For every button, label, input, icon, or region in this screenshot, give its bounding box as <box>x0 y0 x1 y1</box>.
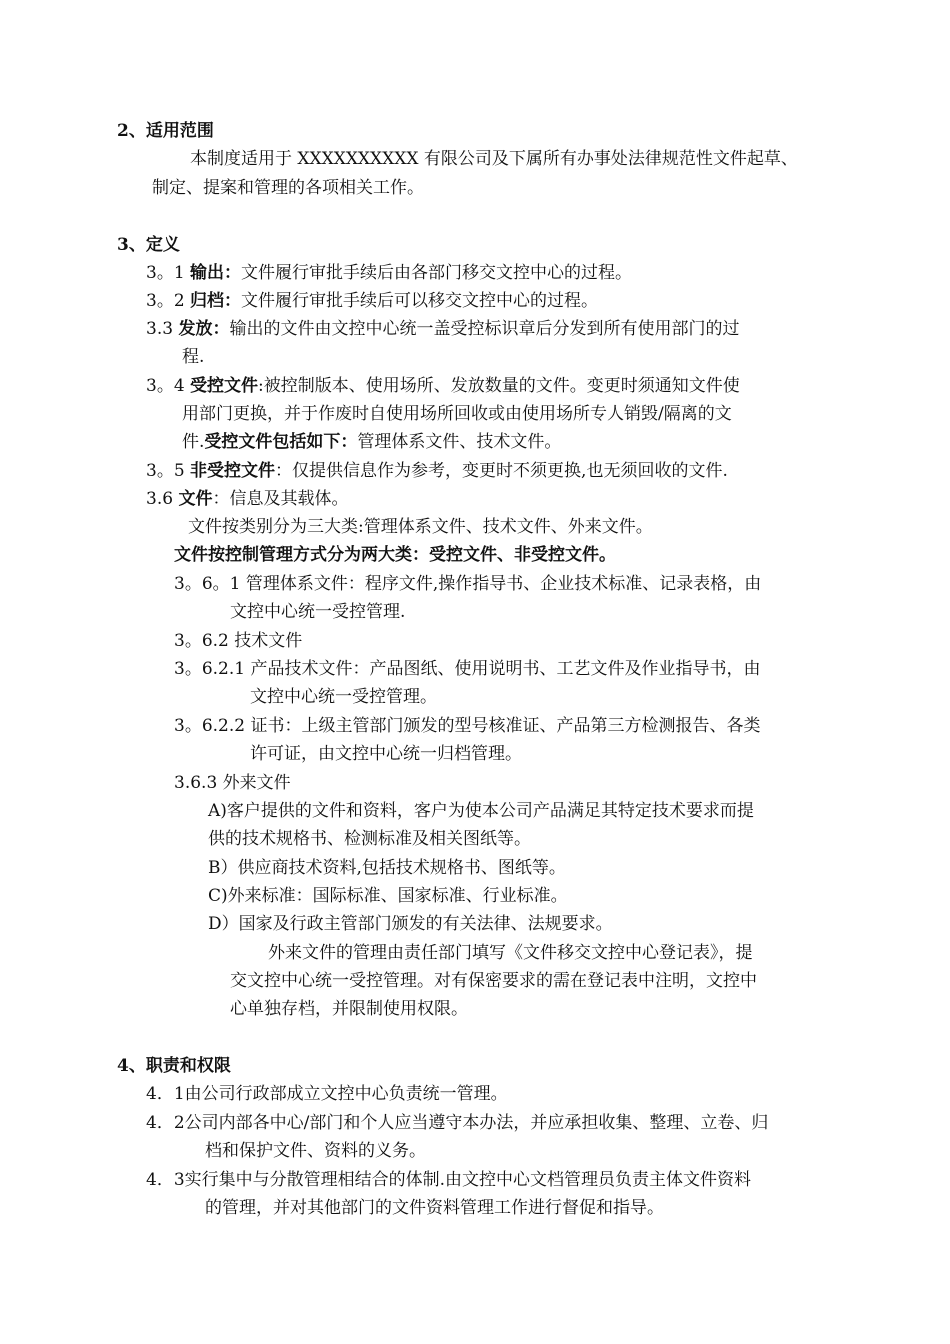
definition-number: 3。5 <box>146 461 191 481</box>
definition-term: 非受控文件 <box>190 461 276 481</box>
definition-term: 文件 <box>178 489 213 509</box>
external-management-line3: 心单独存档，并限制使用权限。 <box>230 999 468 1019</box>
responsibility-4-3-line1: 4．3实行集中与分散管理相结合的体制.由文控中心文档管理员负责主体文件资料 <box>146 1170 752 1190</box>
external-item-b: B）供应商技术资料,包括技术规格书、图纸等。 <box>208 858 566 878</box>
responsibility-4-3-line2: 的管理，并对其他部门的文件资料管理工作进行督促和指导。 <box>205 1198 664 1218</box>
definition-number: 3.6 <box>146 489 179 509</box>
definition-text: 管理体系文件、技术文件。 <box>357 432 562 452</box>
definition-term: 归档： <box>190 291 242 311</box>
external-item-d: D）国家及行政主管部门颁发的有关法律、法规要求。 <box>208 914 613 934</box>
definition-controlled-continued-1: 用部门更换，并于作废时自使用场所回收或由使用场所专人销毁/隔离的文 <box>182 404 732 424</box>
definition-distribution <box>146 318 739 340</box>
definition-number: 3。2 <box>146 291 191 311</box>
responsibility-4-1: 4．1由公司行政部成立文控中心负责统一管理。 <box>146 1084 508 1104</box>
item-3-6-1-line2: 文控中心统一受控管理. <box>230 602 406 622</box>
definition-number: 3。1 <box>146 263 191 283</box>
definition-term: 输出： <box>190 263 242 283</box>
definition-uncontrolled-document <box>146 460 728 482</box>
definition-number: 3。4 <box>146 376 191 396</box>
section-2-paragraph-line2: 制定、提案和管理的各项相关工作。 <box>152 178 424 198</box>
external-item-a-line2: 供的技术规格书、检测标准及相关图纸等。 <box>208 829 531 849</box>
definition-output <box>146 262 632 284</box>
section-3-heading: 3、定义 <box>117 235 180 255</box>
definition-text: 文件履行审批手续后可以移交文控中心的过程。 <box>241 291 599 311</box>
item-3-6-2-2-line2: 许可证，由文控中心统一归档管理。 <box>250 744 522 764</box>
definition-term: 受控文件包括如下： <box>204 432 358 452</box>
item-3-6-2-2-line1: 3。6.2.2 证书：上级主管部门颁发的型号核准证、产品第三方检测报告、各类 <box>174 716 761 736</box>
section-4-heading: 4、职责和权限 <box>117 1056 231 1076</box>
external-item-c: C)外来标准：国际标准、国家标准、行业标准。 <box>208 886 568 906</box>
external-management-line2: 交文控中心统一受控管理。对有保密要求的需在登记表中注明，文控中 <box>230 971 757 991</box>
definition-text: 件. <box>182 432 205 452</box>
item-3-6-2: 3。6.2 技术文件 <box>174 631 303 651</box>
definition-number: 3.3 <box>146 319 179 339</box>
external-item-a-line1: A)客户提供的文件和资料，客户为使本公司产品满足其特定技术要求而提 <box>208 801 754 821</box>
definition-document <box>146 488 348 510</box>
definition-distribution-continued: 程. <box>182 347 205 367</box>
definition-term: 发放： <box>178 319 230 339</box>
definition-controlled-document <box>146 375 740 397</box>
definition-text: 文件履行审批手续后由各部门移交文控中心的过程。 <box>241 263 633 283</box>
document-categories: 文件按类别分为三大类:管理体系文件、技术文件、外来文件。 <box>188 517 653 537</box>
item-3-6-3: 3.6.3 外来文件 <box>174 773 291 793</box>
section-2-paragraph-line1: 本制度适用于 XXXXXXXXXX 有限公司及下属所有办事处法律规范性文件起草、 <box>190 149 798 169</box>
section-2-heading: 2、适用范围 <box>117 121 214 141</box>
definition-text: 输出的文件由文控中心统一盖受控标识章后分发到所有使用部门的过 <box>229 319 740 339</box>
definition-term: 受控文件 <box>190 376 259 396</box>
definition-text: ：仅提供信息作为参考，变更时不须更换,也无须回收的文件. <box>275 461 728 481</box>
external-management-line1: 外来文件的管理由责任部门填写《文件移交文控中心登记表》，提 <box>268 943 753 963</box>
definition-controlled-continued-2 <box>182 431 561 453</box>
responsibility-4-2-line1: 4．2公司内部各中心/部门和个人应当遵守本办法，并应承担收集、整理、立卷、归 <box>146 1113 769 1133</box>
item-3-6-2-1-line2: 文控中心统一受控管理。 <box>250 687 437 707</box>
item-3-6-2-1-line1: 3。6.2.1 产品技术文件：产品图纸、使用说明书、工艺文件及作业指导书，由 <box>174 659 761 679</box>
item-3-6-1-line1: 3。6。1 管理体系文件：程序文件,操作指导书、企业技术标准、记录表格，由 <box>174 574 762 594</box>
definition-text: :被控制版本、使用场所、发放数量的文件。变更时须通知文件使 <box>258 376 740 396</box>
definition-text: ：信息及其载体。 <box>212 489 349 509</box>
definition-archive <box>146 290 598 312</box>
responsibility-4-2-line2: 档和保护文件、资料的义务。 <box>205 1141 426 1161</box>
document-control-types: 文件按控制管理方式分为两大类：受控文件、非受控文件。 <box>174 545 616 565</box>
